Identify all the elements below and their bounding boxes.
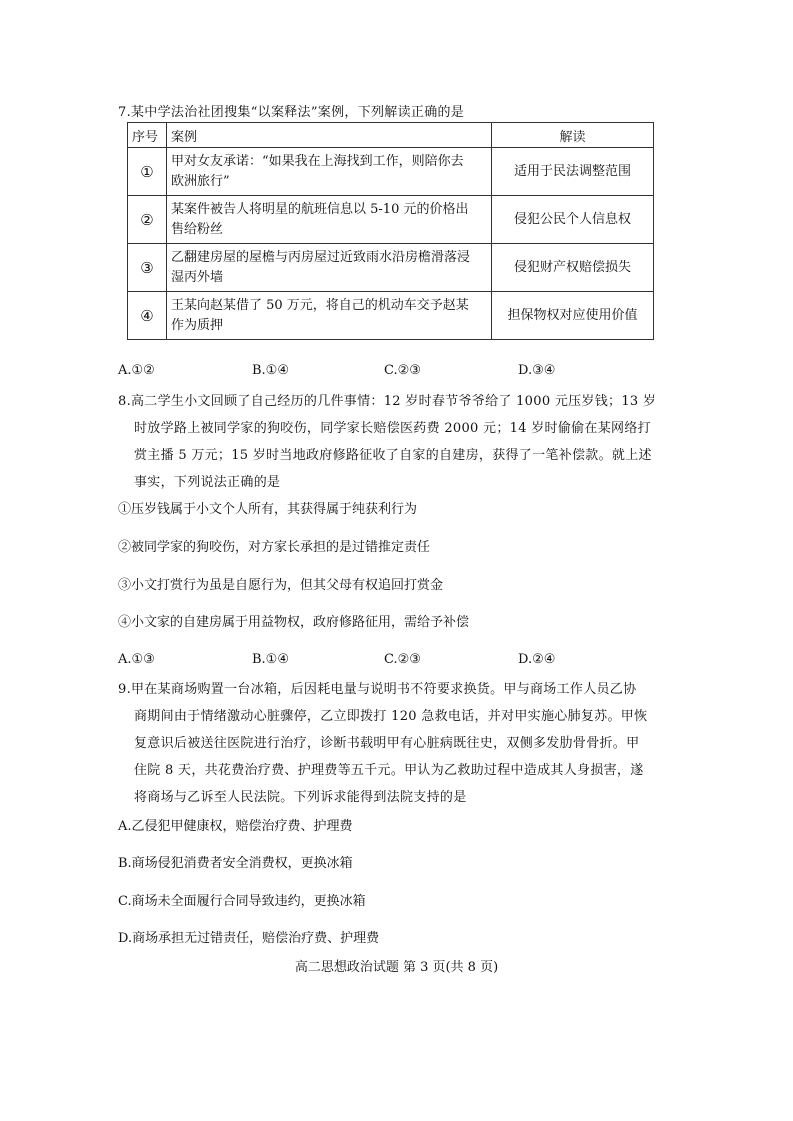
q9-option-a: A.乙侵犯甲健康权，赔偿治疗费、护理费 <box>118 819 353 834</box>
q8-statement: ④小文家的自建房属于用益物权，政府修路征用，需给予补偿 <box>118 615 470 630</box>
q7-option-d: D.③④ <box>518 363 556 378</box>
table-header-index: 序号 <box>128 123 167 148</box>
q9-stem-line: 住院 8 天，共花费治疗费、护理费等五千元。甲认为乙救助过程中造成其人身损害，遂 <box>134 763 644 778</box>
q8-stem-line: 时放学路上被同学家的狗咬伤，同学家长赔偿医药费 2000 元；14 岁时偷偷在某网络打 <box>134 421 651 436</box>
q9-option-c: C.商场未全面履行合同导致违约，更换冰箱 <box>118 894 366 909</box>
table-header-interpretation: 解读 <box>492 123 654 148</box>
row-case-line: 作为质押 <box>171 317 224 333</box>
q7-option-c: C.②③ <box>384 363 421 378</box>
q8-option-c: C.②③ <box>384 652 421 667</box>
table-header-row <box>128 123 654 148</box>
page-footer: 高二思想政治试题 第 3 页(共 8 页) <box>294 960 499 975</box>
row-case-line: 王某向赵某借了 50 万元，将自己的机动车交予赵某 <box>171 297 469 313</box>
row-index: ④ <box>128 292 167 340</box>
row-case-line: 欧洲旅行” <box>171 173 230 189</box>
row-case-line: 甲对女友承诺：“如果我在上海找到工作，则陪你去 <box>171 153 464 169</box>
row-case <box>167 148 492 196</box>
table-row <box>128 292 654 340</box>
row-case-line: 湿丙外墙 <box>171 269 224 285</box>
q8-stem-line: 8.高二学生小文回顾了自己经历的几件事情：12 岁时春节爷爷给了 1000 元压岁钱；13 岁 <box>118 394 657 409</box>
table-row <box>128 196 654 244</box>
row-case-line: 乙翻建房屋的屋檐与丙房屋过近致雨水沿房檐滑落浸 <box>171 249 471 265</box>
q7-option-b: B.①④ <box>252 363 289 378</box>
q8-stem-line: 事实，下列说法正确的是 <box>134 475 281 490</box>
q7-case-table <box>127 122 654 340</box>
q8-stem-line: 赏主播 5 万元；15 岁时当地政府修路征收了自家的自建房，获得了一笔补偿款。就上述 <box>134 448 652 463</box>
q7-option-a: A.①② <box>118 363 155 378</box>
row-interpretation: 侵犯财产权赔偿损失 <box>492 244 654 292</box>
q9-option-b: B.商场侵犯消费者安全消费权，更换冰箱 <box>118 856 353 871</box>
row-interpretation: 担保物权对应使用价值 <box>492 292 654 340</box>
q8-option-a: A.①③ <box>118 652 155 667</box>
table-header-case: 案例 <box>167 123 492 148</box>
q9-stem-line: 9.甲在某商场购置一台冰箱，后因耗电量与说明书不符要求换货。甲与商场工作人员乙协 <box>118 682 637 697</box>
row-case <box>167 292 492 340</box>
row-case <box>167 244 492 292</box>
q8-option-d: D.②④ <box>518 652 556 667</box>
table-row <box>128 244 654 292</box>
row-case-line: 售给粉丝 <box>171 221 224 237</box>
q7-stem: 7.某中学法治社团搜集“以案释法”案例，下列解读正确的是 <box>118 105 465 120</box>
q9-stem-line: 复意识后被送往医院进行治疗，诊断书载明甲有心脏病既往史，双侧多发肋骨骨折。甲 <box>134 736 640 751</box>
row-case-line: 某案件被告人将明星的航班信息以 5-10 元的价格出 <box>171 201 469 217</box>
q9-stem-line: 商期间由于情绪激动心脏骤停，乙立即拨打 120 急救电话，并对甲实施心肺复苏。甲恢 <box>134 709 648 724</box>
q8-statement: ②被同学家的狗咬伤，对方家长承担的是过错推定责任 <box>118 540 431 555</box>
q7-options <box>118 361 718 381</box>
row-index: ③ <box>128 244 167 292</box>
q8-options <box>118 650 718 670</box>
row-case <box>167 196 492 244</box>
row-interpretation: 适用于民法调整范围 <box>492 148 654 196</box>
q9-option-d: D.商场承担无过错责任，赔偿治疗费、护理费 <box>118 931 380 946</box>
q9-stem-line: 将商场与乙诉至人民法院。下列诉求能得到法院支持的是 <box>134 790 467 805</box>
q8-option-b: B.①④ <box>252 652 289 667</box>
q8-statement: ①压岁钱属于小文个人所有，其获得属于纯获利行为 <box>118 502 418 517</box>
row-interpretation: 侵犯公民个人信息权 <box>492 196 654 244</box>
row-index: ② <box>128 196 167 244</box>
table-row <box>128 148 654 196</box>
q8-statement: ③小文打赏行为虽是自愿行为，但其父母有权追回打赏金 <box>118 578 444 593</box>
row-index: ① <box>128 148 167 196</box>
